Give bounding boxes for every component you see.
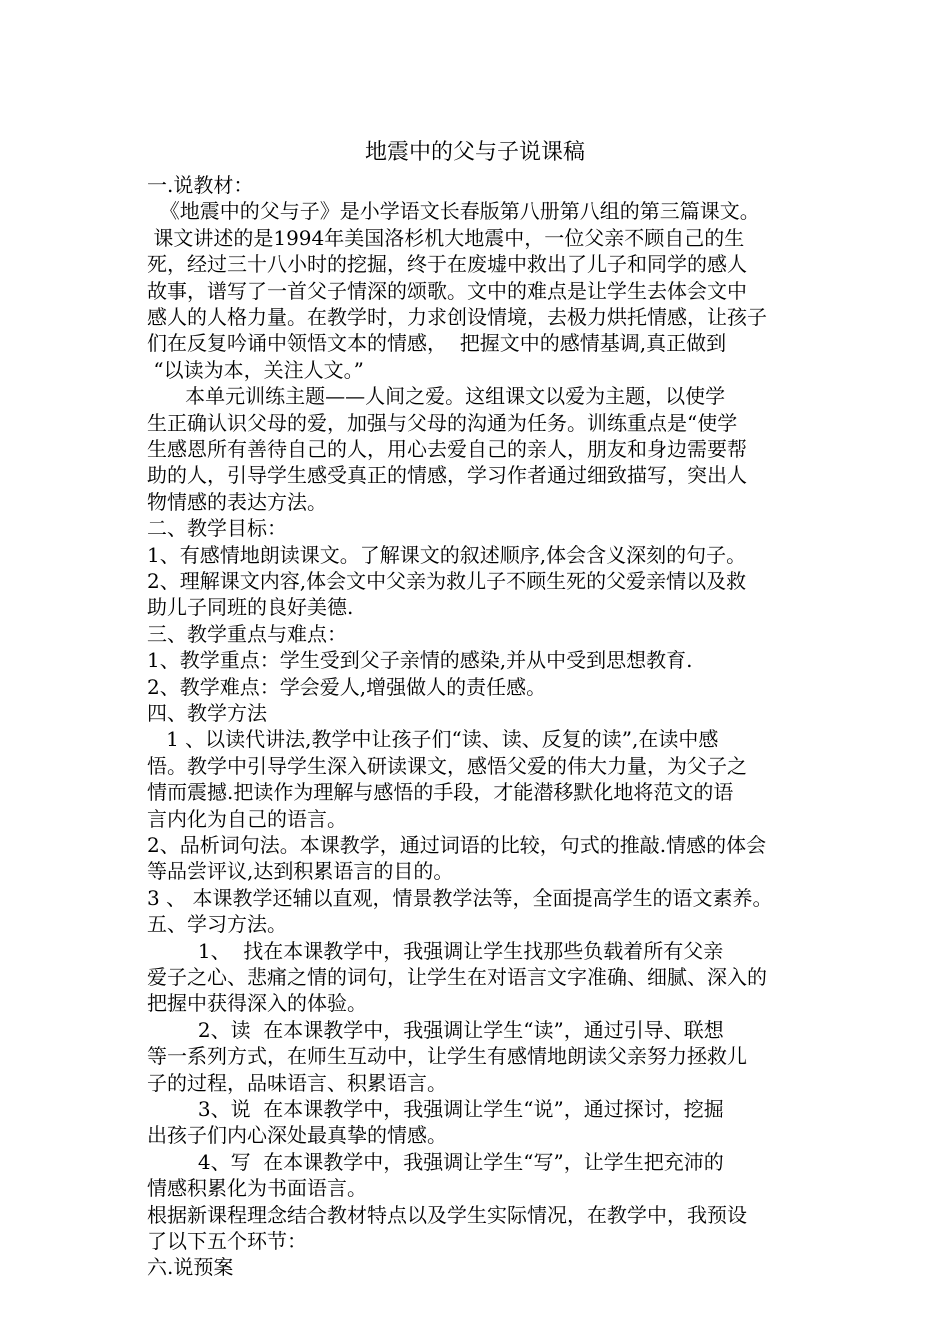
document-title: 地震中的父与子说课稿	[364, 140, 585, 165]
body-line: 了以下五个环节：	[147, 1229, 307, 1253]
body-line: 生感恩所有善待自己的人，用心去爱自己的亲人，朋友和身边需要帮	[147, 437, 747, 461]
body-line: 根据新课程理念结合教材特点以及学生实际情况，在教学中，我预设	[147, 1202, 747, 1227]
body-line: 4、写 在本课教学中，我强调让学生“写”，让学生把充沛的	[147, 1149, 724, 1174]
body-line: 死，经过三十八小时的挖掘，终于在废墟中救出了儿子和同学的感人	[147, 252, 747, 277]
body-line: 课文讲述的是1994年美国洛杉机大地震中，一位父亲不顾自己的生	[147, 225, 745, 250]
body-line: 情而震撼.把读作为理解与感悟的手段，才能潜移默化地将范文的语	[147, 780, 734, 805]
body-line: 2、品析词句法。本课教学，通过词语的比较，句式的推敲.情感的体会	[147, 833, 767, 857]
body-line: 物情感的表达方法。	[147, 489, 327, 514]
body-line: 一.说教材：	[147, 173, 254, 197]
body-line: 2、理解课文内容,体会文中父亲为救儿子不顾生死的父爱亲情以及救	[147, 569, 747, 593]
body-line: 3 、 本课教学还辅以直观，情景教学法等，全面提高学生的语文素养。	[147, 885, 773, 910]
body-line: 言内化为自己的语言。	[147, 806, 347, 831]
body-line: 爱子之心、悲痛之情的词句，让学生在对语言文字准确、细腻、深入的	[147, 965, 767, 989]
body-line: 1、教学重点：学生受到父子亲情的感染,并从中受到思想教育.	[147, 648, 693, 673]
body-line: 本单元训练主题——人间之爱。这组课文以爱为主题，以使学	[147, 384, 726, 409]
body-line: 1、 找在本课教学中，我强调让学生找那些负载着所有父亲	[147, 938, 724, 963]
body-line: 把握中获得深入的体验。	[147, 991, 367, 1016]
body-line: 等一系列方式，在师生互动中，让学生有感情地朗读父亲努力拯救儿	[147, 1044, 747, 1069]
body-line: 出孩子们内心深处最真挚的情感。	[147, 1123, 447, 1148]
body-line: 六.说预案	[147, 1255, 234, 1280]
body-line: 们在反复吟诵中领悟文本的情感， 把握文中的感情基调,真正做到	[147, 331, 727, 356]
body-line: 助的人，引导学生感受真正的情感，学习作者通过细致描写，突出人	[147, 463, 747, 488]
body-line: 二、教学目标：	[147, 516, 287, 541]
body-line: 四、教学方法	[147, 701, 267, 725]
body-line: 1 、以读代讲法,教学中让孩子们“读、读、反复的读”,在读中感	[147, 727, 719, 752]
body-line: 五、学习方法。	[147, 912, 287, 937]
body-line: 《地震中的父与子》是小学语文长春版第八册第八组的第三篇课文。	[147, 199, 760, 224]
body-line: 2、读 在本课教学中，我强调让学生“读”，通过引导、联想	[147, 1017, 724, 1042]
body-line: 子的过程，品味语言、积累语言。	[147, 1070, 447, 1095]
body-line: 故事，谱写了一首父子情深的颂歌。文中的难点是让学生去体会文中	[147, 278, 747, 303]
body-line: 三、教学重点与难点：	[147, 621, 347, 646]
body-line: 情感积累化为书面语言。	[147, 1176, 367, 1201]
body-line: “以读为本，关注人文。”	[147, 357, 364, 382]
body-line: 3、说 在本课教学中，我强调让学生“说”，通过探讨，挖掘	[147, 1097, 724, 1121]
body-line: 生正确认识父母的爱，加强与父母的沟通为任务。训练重点是“使学	[147, 410, 738, 435]
body-line: 感人的人格力量。在教学时，力求创设情境，去极力烘托情感，让孩子	[147, 305, 767, 329]
body-line: 助儿子同班的良好美德.	[147, 595, 354, 620]
body-line: 1、有感情地朗读课文。了解课文的叙述顺序,体会含义深刻的句子。	[147, 542, 747, 567]
body-line: 悟。教学中引导学生深入研读课文，感悟父爱的伟大力量，为父子之	[147, 753, 747, 778]
body-line: 等品尝评议,达到积累语言的目的。	[147, 859, 454, 884]
body-line: 2、教学难点：学会爱人,增强做人的责任感。	[147, 674, 547, 699]
